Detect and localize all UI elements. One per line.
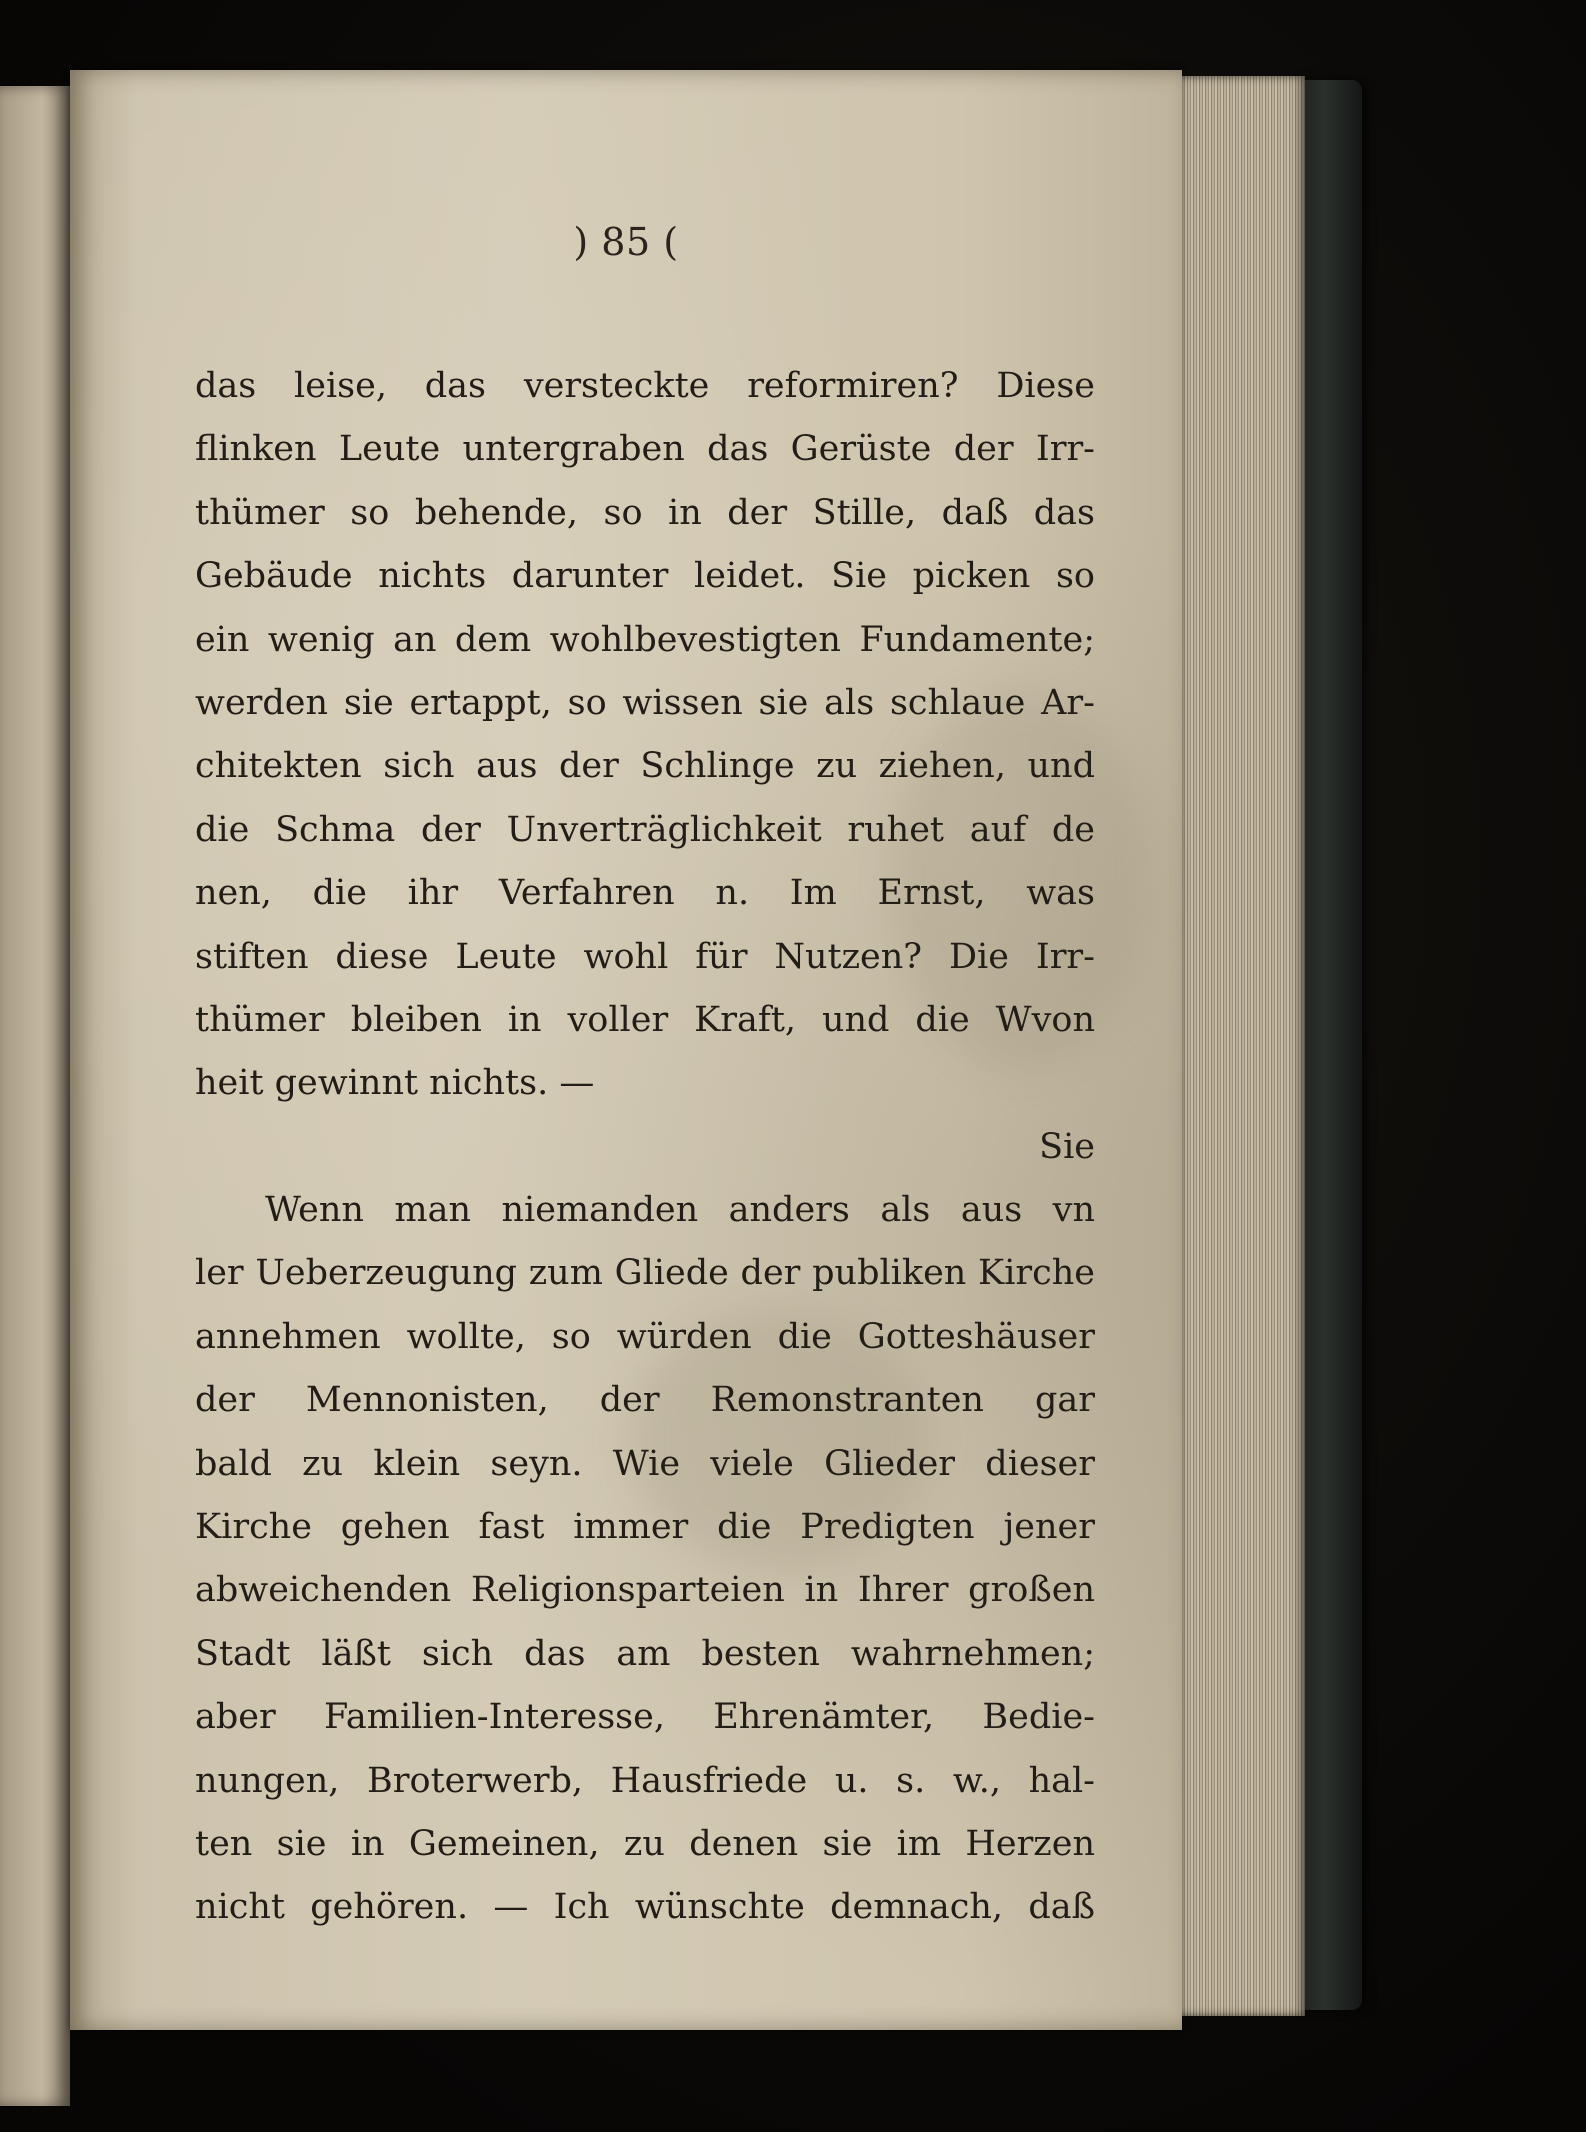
text-line: thümer bleiben in voller Kraft, und die Wvon [195, 999, 1095, 1040]
text-line: werden sie ertappt, so wissen sie als schlaue Ar- [195, 682, 1095, 723]
facing-page-edge [0, 86, 70, 2106]
text-line: Stadt läßt sich das am besten wahrnehmen; [195, 1633, 1095, 1674]
text-line: aber Familien-Interesse, Ehrenämter, Bedie- [195, 1697, 1095, 1738]
text-line: nungen, Broterwerb, Hausfriede u. s. w., hal- [195, 1760, 1095, 1801]
text-line: thümer so behende, so in der Stille, daß das [195, 492, 1095, 533]
page-block-edges [1170, 76, 1305, 2016]
text-line: chitekten sich aus der Schlinge zu ziehen, und [195, 746, 1095, 787]
text-line: nicht gehören. — Ich wünschte demnach, daß [195, 1887, 1095, 1928]
text-line: flinken Leute untergraben das Gerüste der Irr- [195, 429, 1095, 470]
text-line: abweichenden Religionsparteien in Ihrer großen [195, 1570, 1095, 1611]
book-page [70, 70, 1182, 2030]
text-line: bald zu klein seyn. Wie viele Glieder dieser [195, 1443, 1095, 1484]
text-line: die Schma der Unverträglichkeit ruhet auf de [195, 809, 1095, 850]
text-line: stiften diese Leute wohl für Nutzen? Die Irr- [195, 936, 1095, 977]
text-line: der Mennonisten, der Remonstranten gar [195, 1380, 1095, 1421]
text-line: nen, die ihr Verfahren n. Im Ernst, was [195, 873, 1095, 914]
book-cover [1300, 80, 1362, 2010]
page-body-text [195, 355, 1095, 1940]
text-line: Wenn man niemanden anders als aus vn [265, 1190, 1095, 1231]
text-line: Kirche gehen fast immer die Predigten jener [195, 1507, 1095, 1548]
text-line: das leise, das versteckte reformiren? Diese [195, 366, 1095, 406]
text-line: Gebäude nichts darunter leidet. Sie picken so [195, 556, 1095, 597]
text-line: ler Ueberzeugung zum Gliede der publiken Kirche [195, 1253, 1095, 1294]
page-number-header: ) 85 ( [573, 220, 679, 264]
catchword: Sie [1039, 1126, 1095, 1167]
text-line: annehmen wollte, so würden die Gotteshäuser [195, 1316, 1095, 1357]
text-line: heit gewinnt nichts. — [195, 1063, 595, 1104]
text-line: ten sie in Gemeinen, zu denen sie im Herzen [195, 1823, 1095, 1864]
text-line: ein wenig an dem wohlbevestigten Fundamente; [195, 619, 1095, 660]
